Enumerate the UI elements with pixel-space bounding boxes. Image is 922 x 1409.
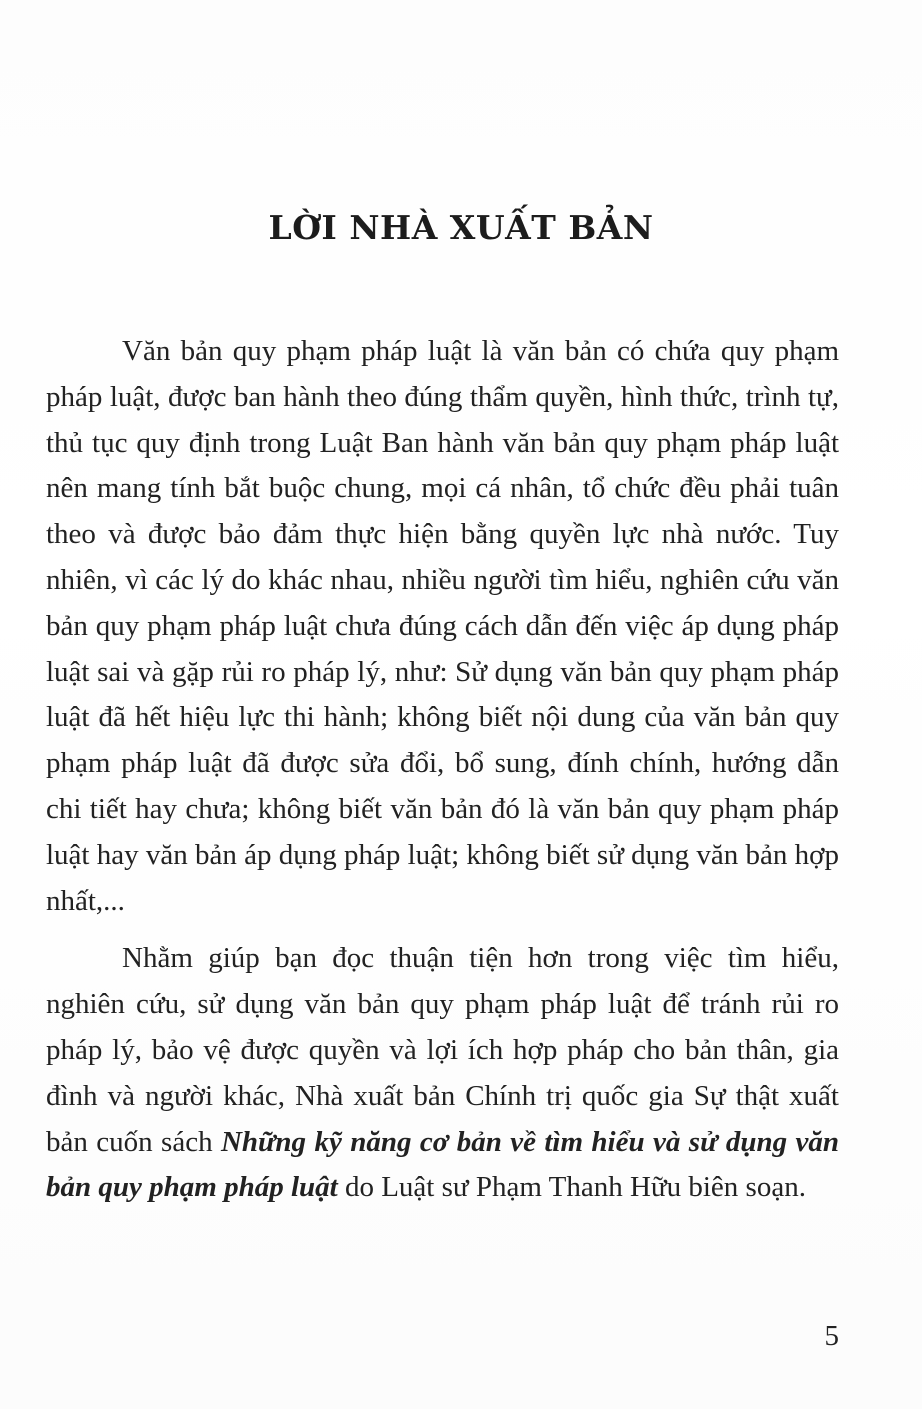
book-title: Những kỹ năng cơ bản về tìm hiểu và sử dụng văn bản quy phạm pháp luật — [46, 1125, 839, 1204]
paragraph-2-ending: do Luật sư Phạm Thanh Hữu biên soạn. — [337, 1171, 806, 1204]
body-text — [46, 329, 839, 1211]
paragraph-2 — [46, 936, 839, 1211]
page-number: 5 — [824, 1320, 839, 1352]
page-title: LỜI NHÀ XUẤT BẢN — [268, 208, 654, 247]
paragraph-1: Văn bản quy phạm pháp luật là văn bản có chứa quy phạm pháp luật, được ban hành theo đúng thẩm quyền, hình thức, trình tự, thủ tục quy định trong Luật Ban hành văn bản quy phạm pháp luật nên mang tính bắt buộc chung, mọi cá nhân, tổ chức đều phải tuân theo và được bảo đảm thực hiện bằng quyền lực nhà nước. Tuy nhiên, vì các lý do khác nhau, nhiều người tìm hiểu, nghiên cứu văn bản quy phạm pháp luật chưa đúng cách dẫn đến việc áp dụng pháp luật sai và gặp rủi ro pháp lý, như: Sử dụng văn bản quy phạm pháp luật đã hết hiệu lực thi hành; không biết nội dung của văn bản quy phạm pháp luật đã được sửa đổi, bổ sung, đính chính, hướng dẫn chi tiết hay chưa; không biết văn bản đó là văn bản quy phạm pháp luật hay văn bản áp dụng pháp luật; không biết sử dụng văn bản hợp nhất,... — [46, 335, 839, 917]
paragraph-2-intro: Nhằm giúp bạn đọc thuận tiện hơn trong việc tìm hiểu, nghiên cứu, sử dụng văn bản quy phạm pháp luật để tránh rủi ro pháp lý, bảo vệ được quyền và lợi ích hợp pháp cho bản thân, gia đình và người khác, Nhà xuất bản Chính trị quốc gia Sự thật xuất bản cuốn sách — [46, 942, 839, 1158]
